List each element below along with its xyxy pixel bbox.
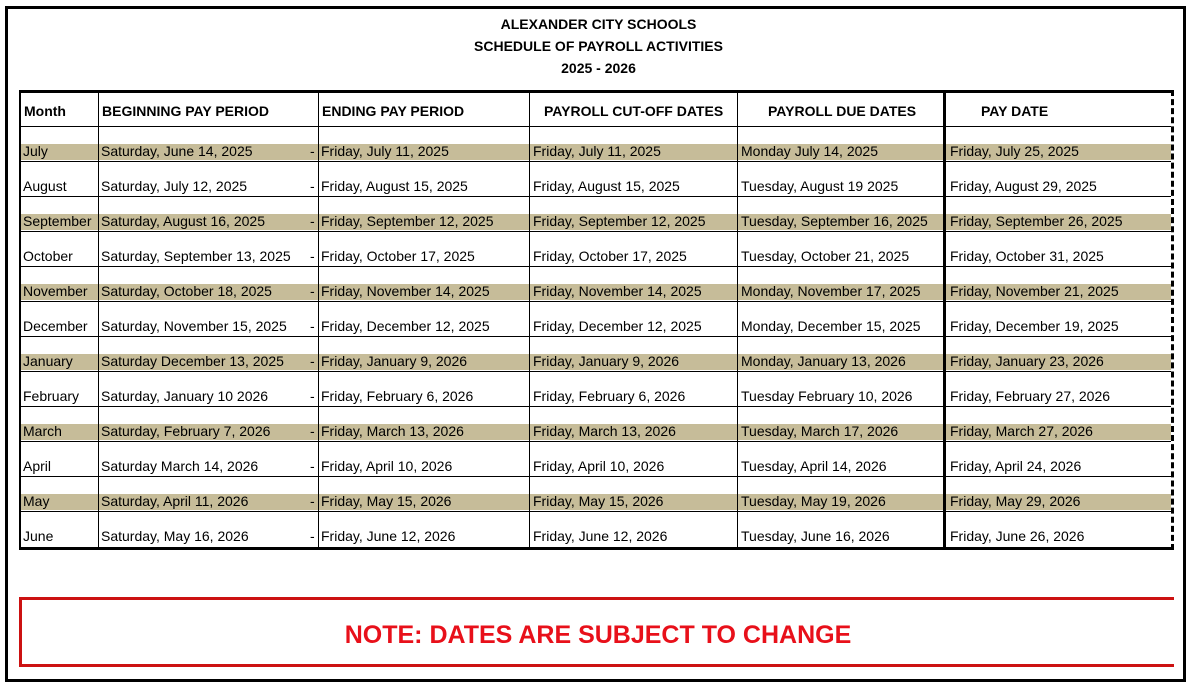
cell-month: March — [23, 423, 62, 439]
header-beginning-pay-period: BEGINNING PAY PERIOD — [102, 103, 270, 119]
column-divider — [318, 93, 319, 547]
cell-pay-date: Friday, June 26, 2026 — [950, 528, 1085, 544]
table-row — [21, 197, 1171, 232]
cell-payroll-due-date: Monday, November 17, 2025 — [741, 283, 921, 299]
header-ending-pay-period: ENDING PAY PERIOD — [322, 103, 465, 119]
cell-beginning-pay-period: Saturday, June 14, 2025 — [101, 143, 253, 159]
cell-payroll-due-date: Monday, January 13, 2026 — [741, 353, 906, 369]
change-notice-text: NOTE: DATES ARE SUBJECT TO CHANGE — [344, 621, 852, 649]
header-month: Month — [24, 103, 66, 119]
column-divider — [529, 93, 530, 547]
table-row — [21, 127, 1171, 162]
cell-payroll-cutoff-date: Friday, February 6, 2026 — [533, 388, 686, 404]
cell-month: April — [23, 458, 52, 474]
cell-pay-date: Friday, February 27, 2026 — [950, 388, 1111, 404]
cell-beginning-pay-period: Saturday, July 12, 2025 — [101, 178, 248, 194]
range-dash: - — [310, 178, 315, 194]
cell-beginning-pay-period: Saturday, May 16, 2026 — [101, 528, 249, 544]
cell-month: October — [23, 248, 73, 264]
table-row — [21, 407, 1171, 442]
range-dash: - — [310, 528, 315, 544]
cell-month: June — [23, 528, 54, 544]
cell-payroll-due-date: Tuesday, September 16, 2025 — [741, 213, 928, 229]
table-row — [21, 267, 1171, 302]
range-dash: - — [310, 353, 315, 369]
range-dash: - — [310, 213, 315, 229]
cell-pay-date: Friday, December 19, 2025 — [950, 318, 1119, 334]
cell-payroll-due-date: Tuesday, August 19 2025 — [741, 178, 899, 194]
school-year: 2025 - 2026 — [561, 60, 636, 76]
column-divider — [98, 93, 99, 547]
cell-beginning-pay-period: Saturday, August 16, 2025 — [101, 213, 265, 229]
cell-ending-pay-period: Friday, December 12, 2025 — [321, 318, 490, 334]
range-dash: - — [310, 248, 315, 264]
school-name: ALEXANDER CITY SCHOOLS — [500, 16, 697, 32]
cell-month: December — [23, 318, 88, 334]
cell-ending-pay-period: Friday, March 13, 2026 — [321, 423, 464, 439]
cell-ending-pay-period: Friday, April 10, 2026 — [321, 458, 453, 474]
cell-month: February — [23, 388, 80, 404]
cell-payroll-cutoff-date: Friday, May 15, 2026 — [533, 493, 664, 509]
cell-payroll-due-date: Tuesday February 10, 2026 — [741, 388, 913, 404]
range-dash: - — [310, 493, 315, 509]
cell-ending-pay-period: Friday, October 17, 2025 — [321, 248, 475, 264]
table-row — [21, 302, 1171, 337]
cell-pay-date: Friday, April 24, 2026 — [950, 458, 1082, 474]
cell-beginning-pay-period: Saturday, September 13, 2025 — [101, 248, 291, 264]
table-header-row — [21, 93, 1171, 127]
table-row — [21, 232, 1171, 267]
cell-payroll-due-date: Tuesday, June 16, 2026 — [741, 528, 890, 544]
cell-ending-pay-period: Friday, November 14, 2025 — [321, 283, 490, 299]
cell-payroll-due-date: Tuesday, May 19, 2026 — [741, 493, 886, 509]
cell-payroll-cutoff-date: Friday, September 12, 2025 — [533, 213, 706, 229]
cell-month: July — [23, 143, 48, 159]
table-row — [21, 162, 1171, 197]
column-divider — [737, 93, 738, 547]
cell-payroll-due-date: Monday, December 15, 2025 — [741, 318, 921, 334]
cell-pay-date: Friday, January 23, 2026 — [950, 353, 1104, 369]
change-notice — [19, 597, 1174, 667]
column-divider — [943, 93, 946, 547]
cell-payroll-cutoff-date: Friday, April 10, 2026 — [533, 458, 665, 474]
range-dash: - — [310, 423, 315, 439]
cell-ending-pay-period: Friday, May 15, 2026 — [321, 493, 452, 509]
cell-month: May — [23, 493, 50, 509]
header-payroll-due-dates: PAYROLL DUE DATES — [768, 103, 917, 119]
cell-pay-date: Friday, October 31, 2025 — [950, 248, 1104, 264]
cell-pay-date: Friday, August 29, 2025 — [950, 178, 1097, 194]
cell-payroll-cutoff-date: Friday, November 14, 2025 — [533, 283, 702, 299]
cell-payroll-cutoff-date: Friday, October 17, 2025 — [533, 248, 687, 264]
cell-pay-date: Friday, May 29, 2026 — [950, 493, 1081, 509]
cell-pay-date: Friday, September 26, 2025 — [950, 213, 1123, 229]
table-row — [21, 337, 1171, 372]
cell-payroll-cutoff-date: Friday, March 13, 2026 — [533, 423, 676, 439]
cell-payroll-cutoff-date: Friday, January 9, 2026 — [533, 353, 680, 369]
cell-pay-date: Friday, November 21, 2025 — [950, 283, 1119, 299]
cell-beginning-pay-period: Saturday, February 7, 2026 — [101, 423, 271, 439]
document-frame — [5, 6, 1186, 682]
header-pay-date: PAY DATE — [981, 103, 1049, 119]
cell-ending-pay-period: Friday, January 9, 2026 — [321, 353, 468, 369]
cell-pay-date: Friday, March 27, 2026 — [950, 423, 1093, 439]
schedule-title: SCHEDULE OF PAYROLL ACTIVITIES — [474, 38, 723, 54]
cell-payroll-cutoff-date: Friday, June 12, 2026 — [533, 528, 668, 544]
cell-beginning-pay-period: Saturday, January 10 2026 — [101, 388, 269, 404]
header-payroll-cutoff-dates: PAYROLL CUT-OFF DATES — [544, 103, 724, 119]
cell-ending-pay-period: Friday, July 11, 2025 — [321, 143, 449, 159]
cell-ending-pay-period: Friday, February 6, 2026 — [321, 388, 474, 404]
cell-payroll-cutoff-date: Friday, July 11, 2025 — [533, 143, 661, 159]
cell-payroll-due-date: Tuesday, March 17, 2026 — [741, 423, 899, 439]
range-dash: - — [310, 318, 315, 334]
payroll-table — [19, 90, 1174, 550]
title-block — [8, 13, 1189, 79]
cell-beginning-pay-period: Saturday, October 18, 2025 — [101, 283, 272, 299]
cell-month: November — [23, 283, 88, 299]
cell-payroll-due-date: Tuesday, April 14, 2026 — [741, 458, 887, 474]
cell-beginning-pay-period: Saturday March 14, 2026 — [101, 458, 259, 474]
cell-ending-pay-period: Friday, June 12, 2026 — [321, 528, 456, 544]
range-dash: - — [310, 388, 315, 404]
table-row — [21, 372, 1171, 407]
table-row — [21, 477, 1171, 512]
table-row — [21, 442, 1171, 477]
cell-payroll-cutoff-date: Friday, December 12, 2025 — [533, 318, 702, 334]
cell-month: September — [23, 213, 92, 229]
cell-beginning-pay-period: Saturday December 13, 2025 — [101, 353, 284, 369]
cell-payroll-cutoff-date: Friday, August 15, 2025 — [533, 178, 680, 194]
range-dash: - — [310, 283, 315, 299]
range-dash: - — [310, 143, 315, 159]
cell-beginning-pay-period: Saturday, November 15, 2025 — [101, 318, 287, 334]
cell-month: January — [23, 353, 73, 369]
cell-beginning-pay-period: Saturday, April 11, 2026 — [101, 493, 249, 509]
cell-month: August — [23, 178, 67, 194]
cell-payroll-due-date: Monday July 14, 2025 — [741, 143, 878, 159]
cell-ending-pay-period: Friday, August 15, 2025 — [321, 178, 468, 194]
cell-ending-pay-period: Friday, September 12, 2025 — [321, 213, 494, 229]
cell-pay-date: Friday, July 25, 2025 — [950, 143, 1079, 159]
table-row — [21, 512, 1171, 547]
range-dash: - — [310, 458, 315, 474]
cell-payroll-due-date: Tuesday, October 21, 2025 — [741, 248, 910, 264]
